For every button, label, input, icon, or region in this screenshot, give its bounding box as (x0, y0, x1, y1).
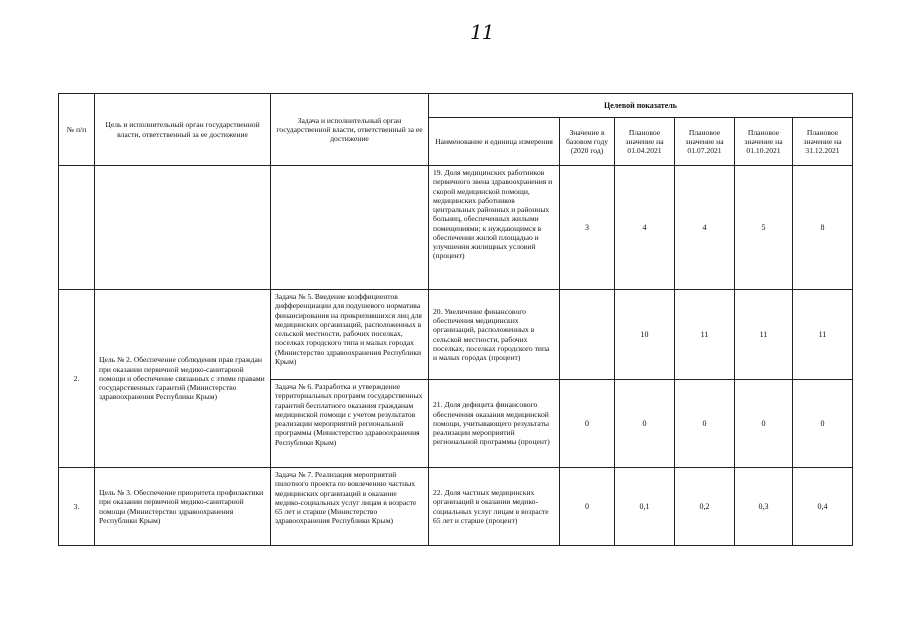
task-6: Задача № 6. Разработка и утверждение территориальных программ государственных гарантий бесплатного оказания гражданам медицинской помощи с учетом результатов реализации мероприятий региональной программы (Министерство здравоохранения Республики Крым) (271, 380, 429, 468)
header-base: Значение в базовом году (2020 год) (560, 118, 615, 166)
value-q2: 0 (675, 380, 735, 468)
cell-empty (95, 166, 271, 290)
value-q2: 4 (675, 166, 735, 290)
header-q3: Плановое значение на 01.10.2021 (735, 118, 793, 166)
goal-3: Цель № 3. Обеспечение приоритета профилактики при оказании первичной медико-санитарной помощи (Министерство здравоохранения Республики Крым) (95, 468, 271, 546)
value-q3: 11 (735, 290, 793, 380)
cell-empty (271, 166, 429, 290)
header-target: Целевой показатель (429, 94, 853, 118)
header-q1: Плановое значение на 01.04.2021 (615, 118, 675, 166)
value-q1: 0 (615, 380, 675, 468)
table-row (59, 468, 853, 546)
value-q3: 5 (735, 166, 793, 290)
indicator-21: 21. Доля дефицита финансового обеспечения оказания медицинской помощи, учитывающего результаты реализации мероприятий региональной программы (процент) (429, 380, 560, 468)
value-base: 0 (560, 380, 615, 468)
cell-empty (59, 166, 95, 290)
value-q4: 11 (793, 290, 853, 380)
table-row (59, 166, 853, 290)
header-goal: Цель и исполнительный орган государственной власти, ответственный за ее достижение (95, 94, 271, 166)
value-q1: 0,1 (615, 468, 675, 546)
target-indicators-table (58, 93, 853, 546)
value-q3: 0 (735, 380, 793, 468)
value-q1: 4 (615, 166, 675, 290)
row-number: 2. (59, 290, 95, 468)
table-row (59, 290, 853, 380)
value-q2: 11 (675, 290, 735, 380)
indicator-22: 22. Доля частных медицинских организаций в оказании медико-социальных услуг лицам в возрасте 65 лет и старше (процент) (429, 468, 560, 546)
header-q4: Плановое значение на 31.12.2021 (793, 118, 853, 166)
header-task: Задача и исполнительный орган государственной власти, ответственный за ее достижение (271, 94, 429, 166)
page-number: 11 (470, 20, 494, 44)
value-q2: 0,2 (675, 468, 735, 546)
header-q2: Плановое значение на 01.07.2021 (675, 118, 735, 166)
value-base: 3 (560, 166, 615, 290)
indicator-20: 20. Увеличение финансового обеспечения медицинских организаций, расположенных в сельской местности, рабочих поселках, поселках городского типа и малых городах (процент) (429, 290, 560, 380)
header-num: № п/п (59, 94, 95, 166)
value-q4: 0,4 (793, 468, 853, 546)
header-indicator: Наименование и единица измерения (429, 118, 560, 166)
task-5: Задача № 5. Введение коэффициентов дифференциации для подушевого норматива финансирования на прикрепившихся лиц для медицинских организаций, расположенных в сельской местности, рабочих поселках, поселках городского типа и малых городах (Министерство здравоохранения Республики Крым) (271, 290, 429, 380)
value-q3: 0,3 (735, 468, 793, 546)
value-base: 0 (560, 468, 615, 546)
indicator-19: 19. Доля медицинских работников первичного звена здравоохранения и скорой медицинской помощи, медицинских работников центральных районных и районных больниц, обеспеченных жилыми помещениями; к нуждающимся в обеспечении жилой площадью и улучшении жилищных условий (процент) (429, 166, 560, 290)
task-7: Задача № 7. Реализация мероприятий пилотного проекта по вовлечению частных медицинских организаций в оказание медико-социальных услуг лицам в возрасте 65 лет и старше (Министерство здравоохранения Республики Крым) (271, 468, 429, 546)
value-base (560, 290, 615, 380)
goal-2: Цель № 2. Обеспечение соблюдения прав граждан при оказании первичной медико-санитарной помощи и обеспечение связанных с этими правами государственных гарантий (Министерство здравоохранения Республики Крым) (95, 290, 271, 468)
value-q1: 10 (615, 290, 675, 380)
value-q4: 0 (793, 380, 853, 468)
value-q4: 8 (793, 166, 853, 290)
row-number: 3. (59, 468, 95, 546)
